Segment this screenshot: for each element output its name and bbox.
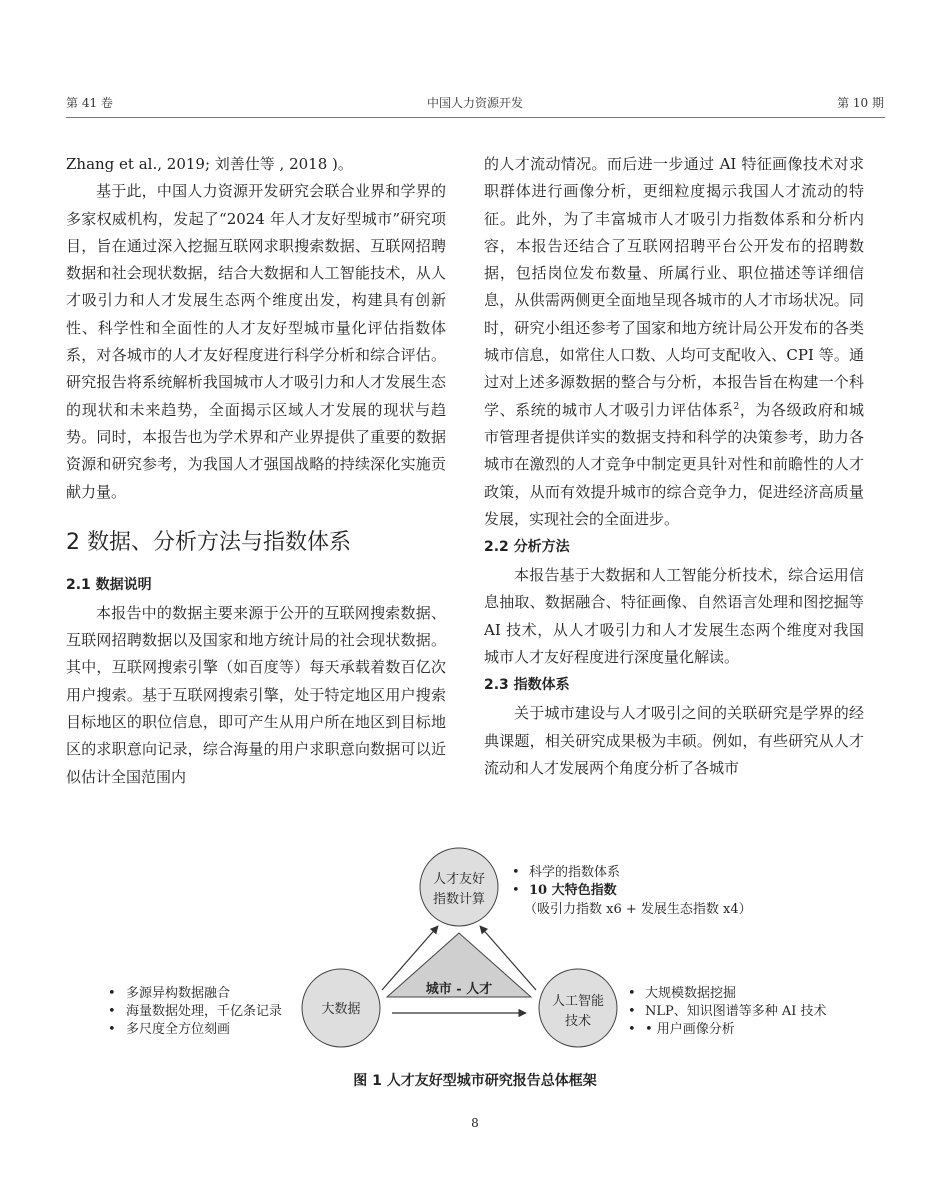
- bullet-dot: •: [108, 986, 116, 1001]
- bullet-dot: •: [628, 1004, 636, 1019]
- framework-figure: [0, 835, 950, 1065]
- paragraph: [484, 151, 864, 533]
- paragraph: 本报告中的数据主要来源于公开的互联网搜索数据、互联网招聘数据以及国家和地方统计局的社会现状数据。其中，互联网搜索引擎（如百度等）每天承载着数百亿次用户搜索。基于互联网搜索引擎，处于特定地区用户搜索目标地区的职位信息，即可产生从用户所在地区到目标地区的求职意向记录，综合海量的用户求职意向数据可以近似估计全国范围内: [66, 603, 446, 786]
- footnote-ref[interactable]: 2: [733, 401, 740, 412]
- right-bullet: • 用户画像分析: [645, 1022, 735, 1037]
- node-bigdata-label: 大数据: [321, 1002, 361, 1017]
- right-bullet: 大规模数据挖掘: [645, 986, 737, 1001]
- bullet-dot: •: [108, 1022, 116, 1037]
- node-index-label: 指数计算: [432, 892, 486, 907]
- section-title: 2 数据、分析方法与指数体系: [66, 529, 351, 555]
- right-bullet: NLP、知识图谱等多种 AI 技术: [645, 1004, 827, 1019]
- left-column: [66, 151, 446, 791]
- header-journal: 中国人力资源开发: [426, 96, 523, 110]
- right-column: [484, 151, 864, 782]
- paragraph: 基于此，中国人力资源开发研究会联合业界和学界的多家权威机构，发起了“2024 年人才友好型城市”研究项目，旨在通过深入挖掘互联网求职搜索数据、互联网招聘数据和社会现状数据，结合大数据和人工智能技术，从人才吸引力和人才发展生态两个维度出发，构建具有创新性、科学性和全面性的人才友好型城市量化评估指数体系，对各城市的人才友好程度进行科学分析和综合评估。研究报告将系统解析我国城市人才吸引力和人才发展生态的现状和未来趋势，全面揭示区域人才发展的现状与趋势。同时，本报告也为学术界和产业界提供了重要的数据资源和研究参考，为我国人才强国战略的持续深化实施贡献力量。: [66, 182, 446, 501]
- bullet-dot: •: [628, 986, 636, 1001]
- figure-caption: 图 1 人才友好型城市研究报告总体框架: [353, 1073, 597, 1089]
- header-issue: 第 10 期: [837, 96, 884, 110]
- header-volume: 第 41 卷: [66, 96, 113, 110]
- left-bullet: 海量数据处理，千亿条记录: [126, 1004, 283, 1019]
- paragraph: Zhang et al., 2019; 刘善仕等 , 2018 )。: [66, 155, 353, 173]
- header-rule: [66, 117, 885, 118]
- left-bullet: 多源异构数据融合: [126, 986, 231, 1001]
- top-bullet: （吸引力指数 x6 + 发展生态指数 x4）: [524, 902, 752, 917]
- paragraph: 本报告基于大数据和人工智能分析技术，综合运用信息抽取、数据融合、特征画像、自然语言处理和图挖掘等 AI 技术，从人才吸引力和人才发展生态两个维度对我国城市人才友好程度进行深度量化解读。: [484, 566, 864, 667]
- node-ai-label: 技术: [564, 1014, 592, 1029]
- paragraph-text: 的人才流动情况。而后进一步通过 AI 特征画像技术对求职群体进行画像分析，更细粒度揭示我国人才流动的特征。此外，为了丰富城市人才吸引力指数体系和分析内容，本报告还结合了互联网招聘平台公开发布的招聘数据，包括岗位发布数量、所属行业、职位描述等详细信息，从供需两侧更全面地呈现各城市的人才市场状况。同时，研究小组还参考了国家和地方统计局公开发布的各类城市信息，如常住人口数、人均可支配收入、CPI 等。通过对上述多源数据的整合与分析，本报告旨在构建一个科学、系统的城市人才吸引力评估体系: [484, 155, 865, 419]
- bullet-dot: •: [108, 1004, 116, 1019]
- top-bullet: 科学的指数体系: [529, 865, 621, 880]
- bullet-dot: •: [512, 883, 520, 898]
- page-number: 8: [471, 1116, 479, 1130]
- bullet-dot: •: [628, 1022, 636, 1037]
- left-bullet: 多尺度全方位刻画: [126, 1022, 231, 1037]
- center-label: 城市 - 人才: [425, 982, 493, 997]
- node-index-circle: [420, 848, 498, 926]
- bullet-dot: •: [512, 865, 520, 880]
- paragraph-text: ，为各级政府和城市管理者提供详实的数据支持和科学的决策参考，助力各城市在激烈的人才竞争中制定更具针对性和前瞻性的人才政策，从而有效提升城市的综合竞争力，促进经济高质量发展，实现社会的全面进步。: [484, 400, 864, 528]
- top-bullet: 10 大特色指数: [529, 883, 617, 898]
- node-index-label: 人才友好: [432, 872, 486, 887]
- subsection-title: 2.1 数据说明: [66, 576, 152, 593]
- paragraph: 关于城市建设与人才吸引之间的关联研究是学界的经典课题，相关研究成果极为丰硕。例如，有些研究从人才流动和人才发展两个角度分析了各城市: [484, 704, 864, 777]
- subsection-title: 2.2 分析方法: [484, 539, 570, 556]
- node-ai-label: 人工智能: [551, 994, 605, 1009]
- subsection-title: 2.3 指数体系: [484, 677, 570, 694]
